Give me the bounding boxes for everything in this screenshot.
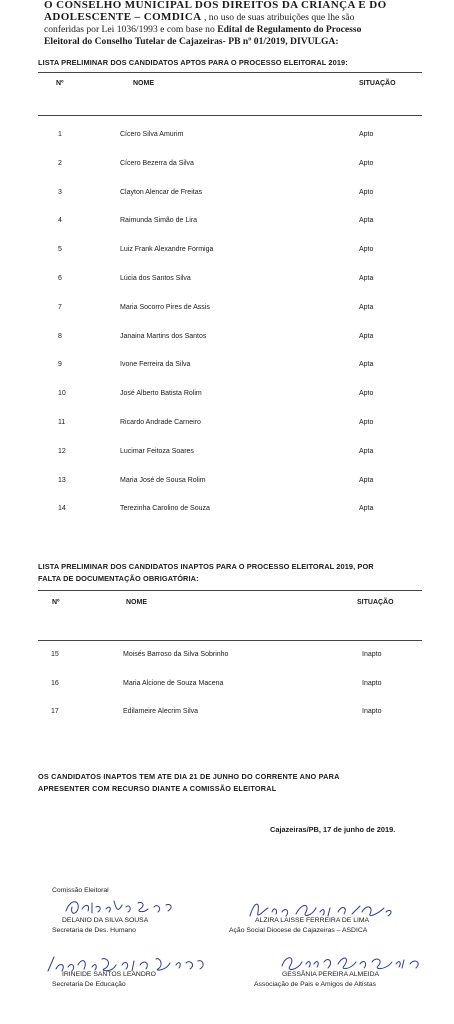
row-status: Apta (359, 476, 374, 484)
row-status: Apta (359, 217, 374, 225)
row-name: Luiz Frank Alexandre Formiga (120, 246, 214, 254)
table-row (0, 304, 454, 316)
header-line-1: O CONSELHO MUNICIPAL DOS DIREITOS DA CRIANÇA E DO (44, 0, 387, 11)
row-status: Apto (359, 159, 374, 167)
row-number: 3 (58, 188, 62, 196)
header-line-4: Eleitoral do Conselho Tutelar de Cajazeiras- PB nº 01/2019, DIVULGA: (44, 36, 339, 47)
table-row (0, 217, 454, 229)
table-row (0, 333, 454, 345)
row-status: Inapto (362, 651, 382, 658)
table-row (0, 477, 454, 489)
row-status: Inapto (362, 708, 382, 715)
table-row (0, 390, 454, 402)
aptos-col-status: SITUAÇÃO (359, 80, 396, 87)
row-number: 4 (58, 217, 62, 225)
row-number: 9 (58, 361, 62, 369)
row-number: 14 (58, 505, 66, 513)
row-number: 8 (58, 332, 62, 340)
inaptos-title-line-1: LISTA PRELIMINAR DOS CANDIDATOS INAPTOS PARA O PROCESSO ELEITORAL 2019, POR (38, 562, 374, 571)
aptos-col-num: Nº (56, 80, 64, 87)
row-status: Inapto (362, 679, 382, 687)
header-edital: Edital de Regulamento do Processo (217, 24, 362, 35)
aptos-title: LISTA PRELIMINAR DOS CANDIDATOS APTOS PARA O PROCESSO ELEITORAL 2019: (38, 58, 348, 67)
row-status: Apta (359, 505, 374, 513)
header-line-2-text: , no uso de suas atribuições que lhe são (203, 12, 355, 23)
notice-line-1: OS CANDIDATOS INAPTOS TEM ATE DIA 21 DE JUNHO DO CORRENTE ANO PARA (38, 772, 340, 781)
row-name: Edilameire Alecrim Silva (123, 708, 199, 715)
inaptos-col-name: NOME (126, 599, 147, 606)
row-name: José Alberto Batista Rolim (120, 390, 202, 398)
aptos-rule-head (38, 115, 422, 116)
header-line-3 (44, 24, 414, 35)
commission-label: Comissão Eleitoral (52, 887, 109, 894)
row-status: Apta (359, 447, 374, 455)
signature-name-4: GESSÂNIA PEREIRA ALMEIDA (282, 971, 380, 978)
row-name: Ivone Ferreira da Silva (120, 361, 191, 369)
inaptos-title-line-2: FALTA DE DOCUMENTAÇÃO OBRIGATÓRIA: (38, 574, 199, 583)
table-row (0, 275, 454, 287)
header-org-name: ADOLESCENTE – COMDICA (44, 11, 202, 23)
row-status: Apto (359, 131, 374, 138)
row-number: 1 (58, 131, 62, 138)
table-row (0, 680, 454, 692)
inaptos-rule-top (38, 590, 422, 591)
table-row (0, 189, 454, 201)
row-number: 5 (58, 246, 62, 254)
table-row (0, 708, 454, 720)
inaptos-col-num: Nº (52, 599, 60, 606)
table-row (0, 448, 454, 460)
row-name: Janaina Martins dos Santos (120, 332, 207, 340)
row-number: 6 (58, 275, 62, 282)
aptos-rule-top (38, 72, 422, 73)
row-status: Apta (359, 332, 374, 340)
row-status: Apto (359, 419, 374, 426)
signature-role-3: Secretaria De Educação (52, 981, 126, 988)
signature-role-4: Associação de Pais e Amigos de Altistas (254, 981, 377, 988)
table-row (0, 419, 454, 431)
table-row (0, 505, 454, 517)
row-name: Maria Alcione de Souza Macena (123, 679, 224, 687)
row-name: Lucimar Feitoza Soares (120, 447, 194, 455)
row-name: Raimunda Simão de Lira (120, 217, 198, 225)
table-row (0, 131, 454, 143)
signature-role-1: Secretaria de Des. Humano (52, 927, 136, 934)
document-date: Cajazeiras/PB, 17 de junho de 2019. (270, 825, 396, 834)
row-status: Apta (359, 275, 374, 282)
signature-role-2: Ação Social Diocese de Cajazeiras – ASDICA (229, 927, 368, 934)
row-name: Lúcia dos Santos Silva (120, 275, 191, 282)
table-row (0, 361, 454, 373)
row-status: Apto (359, 390, 374, 398)
inaptos-rule-head (38, 640, 422, 641)
row-number: 11 (58, 419, 66, 426)
header-line-3-text: conferidas por Lei 1036/1993 e com base no (44, 24, 215, 35)
row-name: Terezinha Carolino de Souza (120, 505, 210, 513)
header-line-2 (44, 12, 414, 23)
row-name: Moisés Barroso da Silva Sobrinho (123, 651, 229, 658)
row-number: 13 (58, 476, 66, 484)
table-row (0, 160, 454, 172)
aptos-col-name: NOME (133, 80, 154, 87)
table-row (0, 246, 454, 258)
signature-name-3: IRINEIDE SANTOS LEANDRO (62, 971, 156, 978)
row-name: Maria José de Sousa Rolim (120, 476, 206, 484)
inaptos-col-status: SITUAÇÃO (357, 599, 394, 606)
row-name: Clayton Alencar de Freitas (120, 188, 203, 196)
row-number: 16 (51, 679, 59, 687)
notice-line-2: APRESENTER COM RECURSO DIANTE A COMISSÃO ELEITORAL (38, 784, 277, 793)
row-name: Ricardo Andrade Carneiro (120, 419, 201, 426)
row-name: Cícero Silva Amurim (120, 131, 184, 138)
row-name: Maria Socorro Pires de Assis (120, 303, 210, 311)
row-number: 17 (51, 708, 59, 715)
row-status: Apta (359, 361, 374, 369)
row-number: 7 (58, 303, 62, 311)
row-number: 2 (58, 159, 62, 167)
row-number: 15 (51, 651, 59, 658)
row-status: Apto (359, 246, 374, 254)
table-row (0, 651, 454, 663)
row-status: Apta (359, 303, 374, 311)
row-number: 12 (58, 447, 66, 455)
signature-name-1: DELANIO DA SILVA SOUSA (62, 917, 149, 924)
signature-delanio (62, 895, 180, 919)
row-number: 10 (58, 390, 66, 398)
signature-name-2: ALZIRA LAISSE FERREIRA DE LIMA (255, 917, 370, 924)
row-name: Cícero Bezerra da Silva (120, 159, 194, 167)
row-status: Apto (359, 188, 374, 196)
